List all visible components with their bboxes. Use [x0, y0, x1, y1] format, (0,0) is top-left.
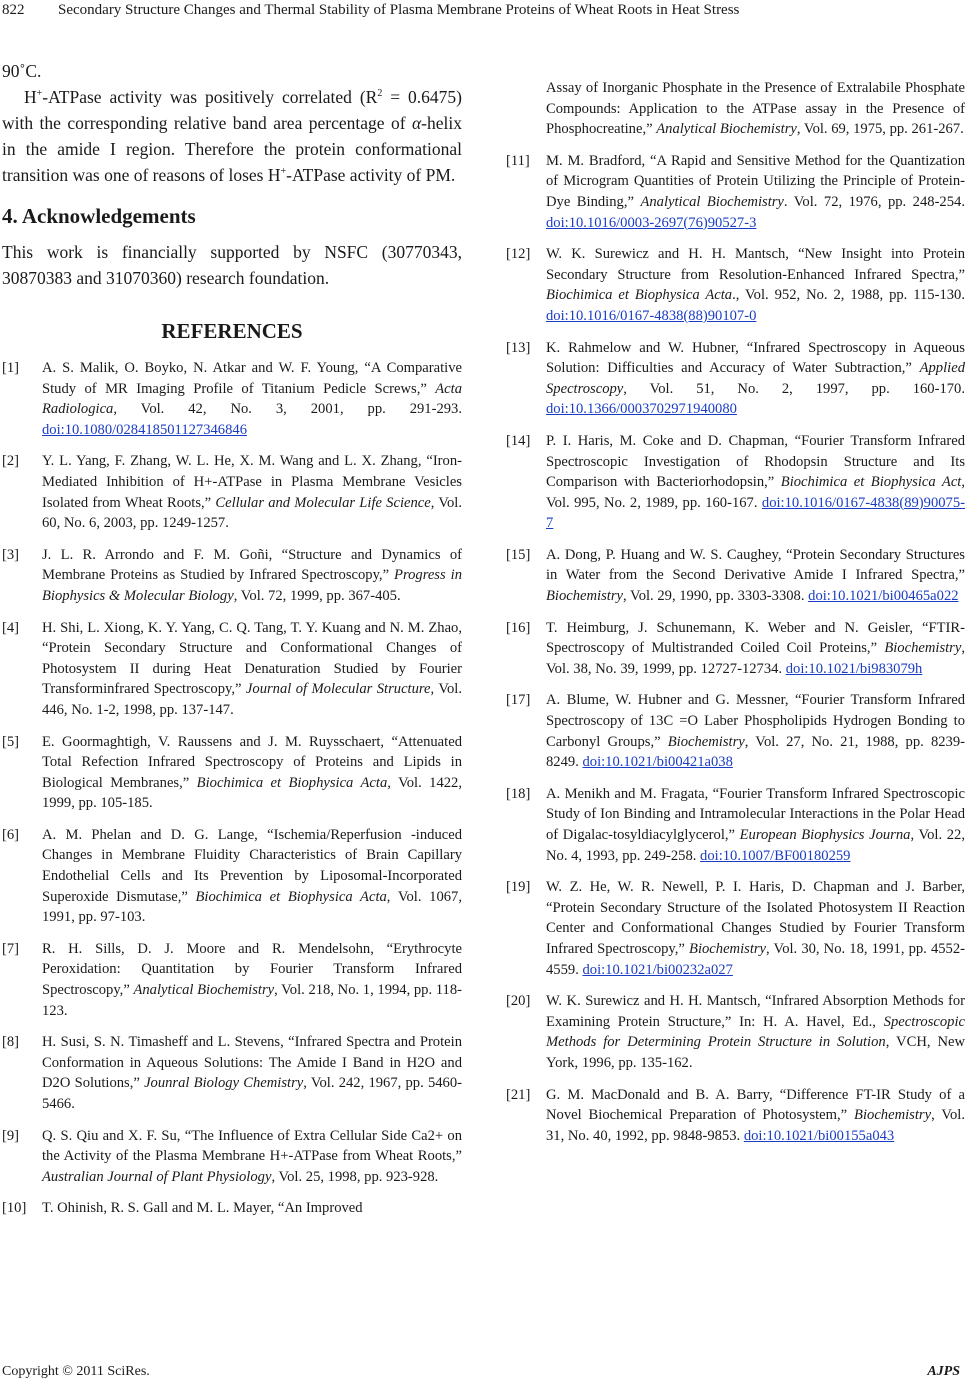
- reference-item: [2, 939, 462, 1021]
- body-paragraph: H+-ATPase activity was positively correlated $(R^2 = 0.6475)$ with the corresponding relative band area percentage of α-helix in the amide I region. Therefore the protein conformational transition was one of reasons of loses H+-ATPase activity of PM.: [2, 87, 463, 185]
- reference-details: , Vol. 29, 1990, pp. 3303-3308.: [623, 588, 809, 605]
- reference-journal: Analytical Biochemistry: [640, 193, 784, 210]
- doi-link[interactable]: doi:10.1021/bi00465a022: [808, 588, 959, 605]
- reference-journal: Applied Spectroscopy: [546, 360, 965, 397]
- reference-number: [12]: [506, 246, 531, 263]
- reference-text: W. K. Surewicz and H. H. Mantsch, “New Insight into Protein Secondary Structure from Resolution-Enhanced Infrared Spectra,”: [546, 246, 965, 283]
- reference-item: [506, 545, 965, 607]
- reference-text: Q. S. Qiu and X. F. Su, “The Influence of Extra Cellular Side Ca2+ on the Activity of the Plasma Membrane H+-ATPase from Wheat Roots,”: [42, 1127, 462, 1165]
- reference-details: , Vol. 72, 1999, pp. 367-405.: [233, 587, 401, 604]
- reference-text: A. M. Phelan and D. G. Lange, “Ischemia/Reperfusion -induced Changes in Membrane Fluidity Characteristics of Brain Capillary Endothelial Cells and Its Prevention by Liposomal-Incorporated Superoxide Dismutase,”: [42, 826, 462, 905]
- left-column: [2, 58, 462, 1230]
- reference-journal: Analytical Biochemistry: [656, 121, 797, 138]
- reference-number: [10]: [2, 1200, 27, 1217]
- reference-journal: Biochemistry: [884, 640, 962, 657]
- reference-journal: Biochemistry: [667, 733, 745, 750]
- reference-text: G. M. MacDonald and B. A. Barry, “Difference FT-IR Study of a Novel Biochemical Preparation of Photosystem,”: [546, 1086, 965, 1124]
- reference-details: . Vol. 72, 1976, pp. 248-254.: [783, 193, 965, 210]
- reference-item: [2, 732, 462, 814]
- journal-abbrev: AJPS: [927, 1364, 960, 1379]
- reference-journal: Biochimica et Biophysica Acta: [196, 774, 388, 791]
- reference-item: [506, 690, 965, 772]
- reference-number: [2]: [2, 453, 20, 470]
- reference-details: , Vol. 22, No. 4, 1993, pp. 249-258.: [546, 827, 965, 864]
- reference-text: A. S. Malik, O. Boyko, N. Atkar and W. F. Young, “A Comparative Study of MR Imaging Profile of Titanium Pedicle Screws,”: [42, 360, 462, 397]
- reference-item: [2, 825, 462, 928]
- reference-number: [8]: [2, 1034, 20, 1051]
- continuation-text: 90˚C.: [2, 61, 42, 81]
- reference-journal: Biochemistry: [689, 940, 767, 957]
- reference-text: H. Susi, S. N. Timasheff and L. Stevens, “Infrared Spectra and Protein Conformation in Aqueous Solutions: The Amide I Band in H2O and D2O Solutions,”: [42, 1034, 462, 1092]
- reference-text: H. Shi, L. Xiong, K. Y. Yang, C. Q. Tang, T. Y. Kuang and N. M. Zhao, “Protein Secondary Structure and Conformational Changes of Photosystem II during Heat Denaturation Studied by Fourier Transforminfrared Spectroscopy,”: [42, 619, 462, 698]
- copyright-footer: Copyright © 2011 SciRes.: [2, 1364, 150, 1379]
- reference-text: A. Blume, W. Hubner and G. Messner, “Fourier Transform Infrared Spectroscopy of 13C =O Laber Phospholipids Hydrogen Bonding to Carbonyl Groups,”: [546, 692, 965, 750]
- reference-number: [1]: [2, 360, 20, 376]
- page-number: 822: [2, 2, 25, 18]
- reference-number: [18]: [506, 785, 531, 802]
- reference-journal: Journal of Molecular Structure: [245, 681, 431, 698]
- reference-text: A. Menikh and M. Fragata, “Fourier Transform Infrared Spectroscopic Study of Ion Binding and Intramolecular Interactions in the Polar Head of Digalac-tosyldiacylglycerol,”: [546, 785, 965, 843]
- right-column: [506, 78, 965, 1157]
- reference-details: , Vol. 1422, 1999, pp. 105-185.: [42, 774, 462, 812]
- reference-journal: Biochimica et Biophysica Act: [780, 474, 962, 491]
- reference-details: , Vol. 38, No. 39, 1999, pp. 12727-12734.: [546, 640, 965, 677]
- reference-list-right: [506, 78, 965, 1146]
- reference-number: [5]: [2, 733, 20, 750]
- acknowledgements-heading: 4. Acknowledgements: [2, 204, 196, 228]
- doi-link[interactable]: doi:10.1016/0003-2697(76)90527-3: [546, 214, 757, 231]
- reference-number: [20]: [506, 993, 531, 1010]
- doi-link[interactable]: doi:10.1021/bi00155a043: [743, 1127, 895, 1144]
- reference-item: [506, 877, 965, 980]
- reference-number: [15]: [506, 546, 531, 563]
- reference-item: [2, 1032, 462, 1114]
- reference-journal: Australian Journal of Plant Physiology: [42, 1168, 272, 1185]
- reference-number: [16]: [506, 619, 531, 636]
- reference-text: P. I. Haris, M. Coke and D. Chapman, “Fourier Transform Infrared Spectroscopic Investigation of Rhodopsin Structure and Its Comparison with Bacteriorhodopsin,”: [546, 432, 965, 491]
- reference-item: [506, 78, 965, 140]
- reference-details: , Vol. 30, No. 18, 1991, pp. 4552-4559.: [546, 940, 965, 978]
- reference-journal: European Biophysics Journa: [739, 827, 911, 843]
- reference-number: [6]: [2, 826, 20, 843]
- reference-text: M. M. Bradford, “A Rapid and Sensitive Method for the Quantization of Microgram Quantities of Protein Utilizing the Principle of Protein-Dye Binding,”: [546, 152, 965, 210]
- reference-item: [506, 431, 965, 534]
- running-title: Secondary Structure Changes and Thermal Stability of Plasma Membrane Proteins of Wheat Roots in Heat Stress: [58, 2, 740, 18]
- reference-item: [2, 451, 462, 533]
- reference-details: , Vol. 60, No. 6, 2003, pp. 1249-1257.: [42, 494, 462, 532]
- reference-text: J. L. R. Arrondo and F. M. Goñi, “Structure and Dynamics of Membrane Proteins as Studied by Infrared Spectroscopy,”: [42, 546, 462, 584]
- reference-details: , VCH, New York, 1996, pp. 135-162.: [546, 1034, 966, 1071]
- reference-details: ., Vol. 952, No. 2, 1988, pp. 115-130.: [732, 287, 965, 304]
- reference-number: [3]: [2, 546, 20, 563]
- reference-text: Y. L. Yang, F. Zhang, W. L. He, X. M. Wang and L. X. Zhang, “Iron-Mediated Inhibition of H+-ATPase in Plasma Membrane Vesicles Isolated from Wheat Roots,”: [42, 453, 462, 511]
- references-heading: REFERENCES: [161, 319, 303, 343]
- reference-journal: Biochemistry: [854, 1107, 932, 1124]
- reference-number: [19]: [506, 879, 531, 896]
- reference-text: K. Rahmelow and W. Hubner, “Infrared Spectroscopy in Aqueous Solution: Difficulties and Accuracy of Water Subtraction,”: [546, 339, 965, 377]
- reference-journal: Biochemistry: [546, 588, 624, 605]
- doi-link[interactable]: doi:10.1021/bi00421a038: [582, 754, 733, 771]
- reference-text: T. Ohinish, R. S. Gall and M. L. Mayer, “An Improved: [42, 1200, 363, 1217]
- reference-journal: Analytical Biochemistry: [133, 982, 275, 999]
- reference-text: A. Dong, P. Huang and W. S. Caughey, “Protein Secondary Structures in Water from the Second Derivative Amide I Infrared Spectra,”: [546, 546, 965, 584]
- reference-item: [2, 618, 462, 721]
- reference-journal: Acta Radiologica: [42, 380, 462, 418]
- reference-number: [11]: [506, 152, 530, 169]
- reference-list-left: [2, 358, 462, 1219]
- reference-item: [2, 545, 462, 607]
- reference-number: [9]: [2, 1127, 20, 1144]
- reference-item: [506, 338, 965, 420]
- reference-details: , Vol. 25, 1998, pp. 923-928.: [271, 1168, 439, 1185]
- reference-number: [17]: [506, 692, 531, 709]
- reference-item: [506, 1085, 965, 1147]
- reference-item: [2, 358, 462, 440]
- reference-details: , Vol. 218, No. 1, 1994, pp. 118-123.: [42, 982, 462, 1019]
- reference-journal: Biochimica et Biophysica Acta: [546, 287, 733, 304]
- reference-text: W. Z. He, W. R. Newell, P. I. Haris, D. Chapman and J. Barber, “Protein Secondary Structure of the Isolated Photosystem II Reaction Center and Conformational Changes Studied by Fourier Transform Infrared Spectroscopy,”: [546, 879, 965, 957]
- reference-details: , Vol. 995, No. 2, 1989, pp. 160-167.: [546, 474, 966, 511]
- reference-details: , Vol. 446, No. 1-2, 1998, pp. 137-147.: [42, 681, 462, 718]
- reference-text: E. Goormaghtigh, V. Raussens and J. M. Ruysschaert, “Attenuated Total Refection Infrared Spectroscopy of Proteins and Lipids in Biological Membranes,”: [42, 733, 462, 791]
- reference-details: , Vol. 242, 1967, pp. 5460-5466.: [42, 1075, 462, 1112]
- acknowledgements-text: This work is financially supported by NSFC (30770343, 30870383 and 31070360) research foundation.: [2, 242, 462, 288]
- doi-link[interactable]: doi:10.1080/028418501127346846: [42, 421, 247, 438]
- doi-link[interactable]: doi:10.1021/bi983079h: [785, 660, 923, 677]
- doi-link[interactable]: doi:10.1016/0167-4838(89)90075-7: [546, 494, 965, 532]
- reference-text: W. K. Surewicz and H. H. Mantsch, “Infrared Absorption Methods for Examining Protein Structure,” In: H. A. Havel, Ed.,: [546, 993, 965, 1030]
- reference-details: , Vol. 31, No. 40, 1992, pp. 9848-9853.: [546, 1107, 965, 1144]
- reference-journal: Biochimica et Biophysica Acta: [195, 888, 387, 905]
- reference-details: , Vol. 51, No. 2, 1997, pp. 160-170.: [623, 380, 965, 397]
- reference-text: Assay of Inorganic Phosphate in the Presence of Extralabile Phosphate Compounds: Application to the ATPase assay in the Presence of Phosphocreatine,”: [546, 80, 965, 138]
- reference-text: R. H. Sills, D. J. Moore and R. Mendelsohn, “Erythrocyte Peroxidation: Quantitation by Fourier Transform Infrared Spectroscopy,”: [42, 940, 462, 999]
- reference-item: [2, 1126, 462, 1188]
- reference-number: [21]: [506, 1086, 531, 1103]
- reference-details: , Vol. 27, No. 21, 1988, pp. 8239-8249.: [546, 733, 965, 771]
- doi-link[interactable]: doi:10.1007/BF00180259: [700, 847, 851, 864]
- reference-item: [2, 1198, 462, 1219]
- doi-link[interactable]: doi:10.1016/0167-4838(88)90107-0: [546, 307, 757, 324]
- reference-details: , Vol. 42, No. 3, 2001, pp. 291-293.: [113, 401, 462, 418]
- reference-journal: Spectroscopic Methods for Determining Protein Structure in Solution: [546, 1013, 965, 1051]
- doi-link[interactable]: doi:10.1366/0003702971940080: [546, 401, 737, 418]
- reference-text: T. Heimburg, J. Schunemann, K. Weber and N. Geisler, “FTIR-Spectroscopy of Multistranded Coiled Coil Proteins,”: [546, 619, 965, 657]
- doi-link[interactable]: doi:10.1021/bi00232a027: [582, 961, 733, 978]
- reference-item: [506, 151, 965, 233]
- reference-item: [506, 244, 965, 326]
- reference-item: [506, 784, 965, 866]
- reference-journal: Progress in Biophysics & Molecular Biology: [42, 567, 462, 604]
- reference-journal: Jounral Biology Chemistry: [144, 1075, 304, 1092]
- reference-number: [14]: [506, 432, 531, 449]
- page-header: [0, 0, 968, 24]
- reference-number: [13]: [506, 339, 531, 356]
- reference-item: [506, 618, 965, 680]
- reference-item: [506, 991, 965, 1073]
- reference-details: , Vol. 1067, 1991, pp. 97-103.: [42, 888, 462, 926]
- reference-journal: Cellular and Molecular Life Science: [215, 494, 431, 511]
- reference-details: , Vol. 69, 1975, pp. 261-267.: [796, 121, 964, 138]
- reference-number: [7]: [2, 940, 20, 957]
- reference-number: [4]: [2, 619, 20, 636]
